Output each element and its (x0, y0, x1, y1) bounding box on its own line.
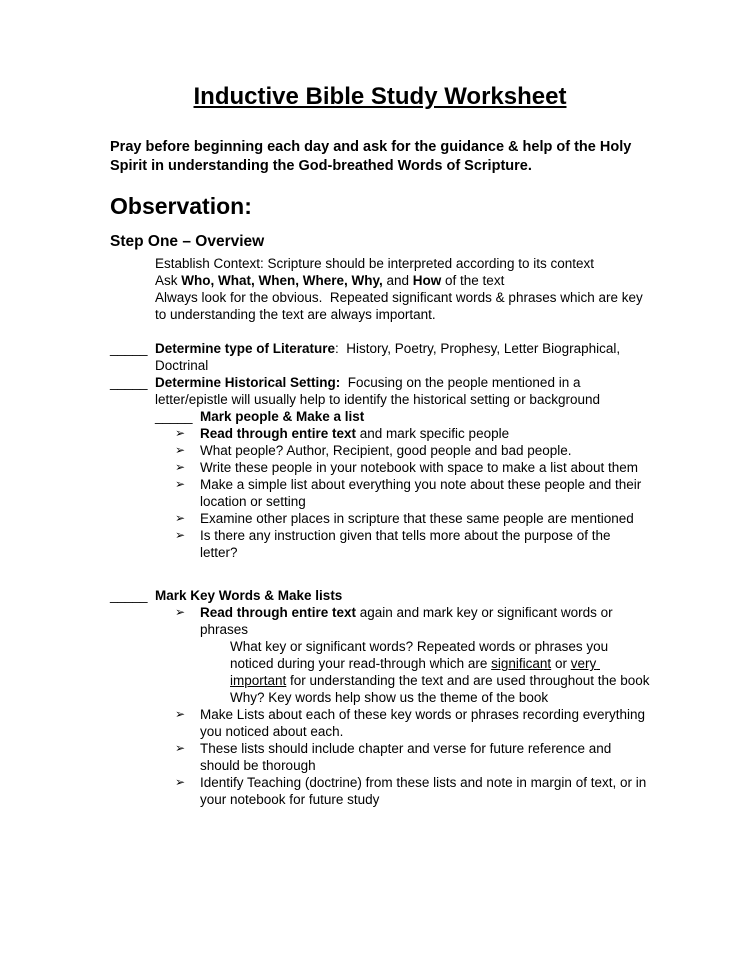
bullet-text: Examine other places in scripture that these same people are mentioned (200, 511, 634, 526)
arrow-bullet-icon: ➢ (175, 443, 186, 457)
arrow-bullet-icon: ➢ (175, 477, 186, 491)
note-post: for understanding the text and are used throughout the book (286, 673, 650, 688)
ask-pre: Ask (155, 273, 182, 288)
arrow-bullet-icon: ➢ (175, 605, 186, 619)
bullet-text: again and mark key or significant words or phrases (200, 605, 617, 637)
bullet-text: Make Lists about each of these key words or phrases recording everything you noticed about each. (200, 707, 649, 739)
observation-heading: Observation: (110, 193, 252, 219)
page-title: Inductive Bible Study Worksheet (193, 83, 567, 110)
arrow-bullet-icon: ➢ (175, 528, 186, 542)
step-one-heading: Step One – Overview (110, 233, 265, 250)
list-item (175, 459, 650, 476)
bullet-text: What people? Author, Recipient, good people and bad people. (200, 443, 572, 458)
mark-keywords-item (110, 587, 650, 604)
fill-in-blank: _____ (155, 409, 193, 424)
note-pre: What key or significant words? Repeated words or phrases you noticed during your read-through which are (230, 639, 612, 671)
bullet-text: and mark specific people (356, 426, 510, 441)
literature-item (110, 340, 650, 374)
historical-text (155, 374, 650, 408)
bullet-text: These lists should include chapter and verse for future reference and should be thorough (200, 741, 616, 773)
fill-in-blank: _____ (110, 341, 148, 356)
keywords-note (230, 638, 650, 706)
mark-keywords-label: Mark Key Words & Make lists (155, 588, 343, 603)
list-item (175, 425, 650, 442)
arrow-bullet-icon: ➢ (175, 460, 186, 474)
mark-keywords-bullet-list (175, 604, 650, 638)
list-item (175, 527, 650, 561)
list-item (175, 706, 650, 740)
ask-bold-words: Who, What, When, Where, Why, (181, 273, 383, 288)
arrow-bullet-icon: ➢ (175, 741, 186, 755)
mark-people-item (155, 408, 650, 425)
ask-line (155, 272, 650, 289)
bullet-bold: Read through entire text (200, 426, 357, 441)
context-line: Establish Context: Scripture should be interpreted according to its context (155, 256, 594, 271)
bullet-text: Identify Teaching (doctrine) from these lists and note in margin of text, or in your notebook for future study (200, 775, 650, 807)
bullet-text: Is there any instruction given that tells more about the purpose of the letter? (200, 528, 615, 560)
literature-label: Determine type of Literature (155, 341, 336, 356)
list-item (175, 510, 650, 527)
fill-in-blank: _____ (110, 375, 148, 390)
obvious-line: Always look for the obvious. Repeated significant words & phrases which are key to understanding the text are always important. (155, 290, 647, 322)
list-item (175, 476, 650, 510)
bullet-bold: Read through entire text (200, 605, 357, 620)
list-item (175, 442, 650, 459)
fill-in-blank: _____ (110, 588, 148, 603)
ask-post: of the text (441, 273, 505, 288)
arrow-bullet-icon: ➢ (175, 426, 186, 440)
note-underlined-very-important: very important (230, 656, 600, 688)
note-mid: or (551, 656, 571, 671)
mark-people-bullet-list (175, 425, 650, 561)
historical-rest: Focusing on the people mentioned in a letter/epistle will usually help to identify the historical setting or background (155, 375, 600, 407)
arrow-bullet-icon: ➢ (175, 511, 186, 525)
bullet-text: Make a simple list about everything you note about these people and their location or setting (200, 477, 646, 509)
overview-block (155, 255, 650, 323)
historical-item (110, 374, 650, 408)
historical-label: Determine Historical Setting: (155, 375, 341, 390)
why-line: Why? Key words help show us the theme of the book (230, 690, 549, 705)
literature-text (155, 340, 650, 374)
list-item (175, 774, 650, 808)
arrow-bullet-icon: ➢ (175, 775, 186, 789)
bullet-text: Write these people in your notebook with space to make a list about them (200, 460, 638, 475)
intro-text: Pray before beginning each day and ask for the guidance & help of the Holy Spirit in understanding the God-breathed Words of Scripture. (110, 139, 636, 174)
list-item (175, 740, 650, 774)
note-underlined-significant: significant (491, 656, 552, 671)
ask-bold-how: How (412, 273, 442, 288)
list-item (175, 604, 650, 638)
literature-rest: : History, Poetry, Prophesy, Letter Biographical, Doctrinal (155, 341, 624, 373)
arrow-bullet-icon: ➢ (175, 707, 186, 721)
keywords-tail-bullet-list (175, 706, 650, 808)
keywords-note-text (230, 638, 650, 689)
ask-mid: and (382, 273, 413, 288)
mark-people-label: Mark people & Make a list (200, 409, 365, 424)
